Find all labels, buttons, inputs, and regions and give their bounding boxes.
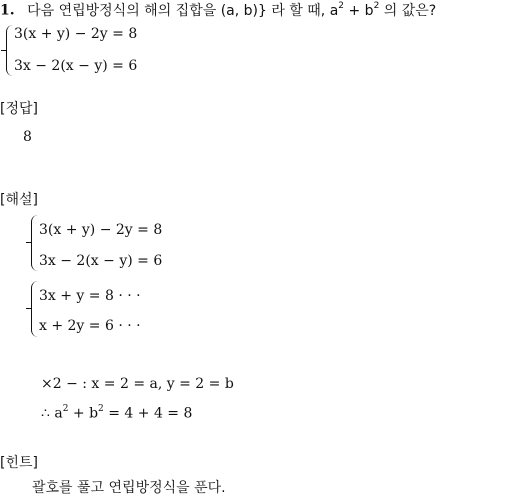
explanation-equation-1: 3(x + y) − 2y = 8 <box>39 222 163 238</box>
answer-value: 8 <box>23 129 32 145</box>
hint-label: [힌트] <box>0 455 38 471</box>
explanation-equation-3: 3x + y = 8 · · · <box>39 288 141 304</box>
question-equation-1: 3(x + y) − 2y = 8 <box>14 26 138 42</box>
question-line <box>0 3 436 18</box>
explanation-equation-2: 3x − 2(x − y) = 6 <box>39 253 163 269</box>
explanation-equation-4: x + 2y = 6 · · · <box>39 318 141 334</box>
explanation-step-1: ×2 − : x = 2 = a, y = 2 = b <box>41 376 234 392</box>
question-equation-2: 3x − 2(x − y) = 6 <box>14 58 138 74</box>
question-number: 1. <box>0 2 15 19</box>
answer-label: [정답] <box>0 101 38 117</box>
explanation-label: [해설] <box>0 192 38 208</box>
explanation-step-2: ∴ $a^2 + b^2 = 4 + 4 = 8$ <box>41 404 193 422</box>
hint-text: 괄호를 풀고 연립방정식을 푼다. <box>32 480 226 496</box>
question-text: 다음 연립방정식의 해의 집합을 (a, b)} 라 할 때, $a^2 + b^2$ 의 값은? <box>27 1 437 19</box>
